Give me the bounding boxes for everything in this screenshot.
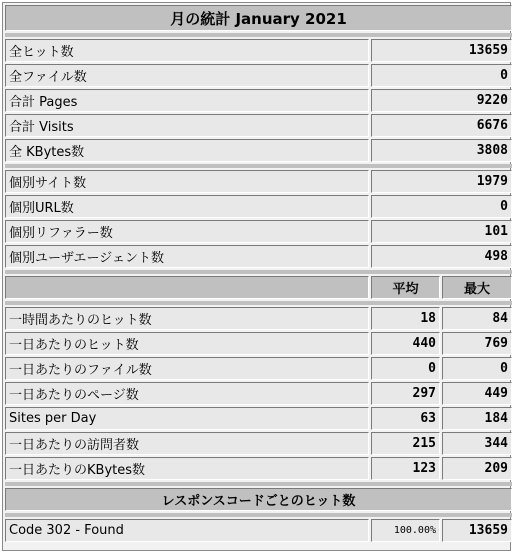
header-blank [5,276,369,299]
separator [5,301,512,305]
row-label: Code 302 - Found [5,519,369,542]
row-value: 498 [371,245,512,268]
table-row [5,170,512,193]
row-label: Sites per Day [5,407,369,430]
row-label: 全ファイル数 [5,64,369,87]
max-value: 184 [442,407,512,430]
table-row [5,519,512,542]
row-label: 一日あたりのページ数 [5,382,369,405]
row-label: 一時間あたりのヒット数 [5,307,369,330]
page-title: 月の統計 January 2021 [5,5,512,31]
avg-value: 18 [371,307,440,330]
avg-value: 297 [371,382,440,405]
response-header-row [5,488,512,511]
separator [5,482,512,486]
row-label: 個別サイト数 [5,170,369,193]
table-row [5,332,512,355]
table-row [5,89,512,112]
table-row [5,382,512,405]
max-value: 84 [442,307,512,330]
column-header-max: 最大 [442,276,512,299]
table-row [5,195,512,218]
table-row [5,407,512,430]
section-header: レスポンスコードごとのヒット数 [5,488,512,511]
table-row [5,139,512,162]
row-label: 一日あたりの訪問者数 [5,432,369,455]
row-value: 0 [371,195,512,218]
max-value: 449 [442,382,512,405]
row-label: 全ヒット数 [5,39,369,62]
row-label: 一日あたりのヒット数 [5,332,369,355]
table-row [5,114,512,137]
column-header-avg: 平均 [371,276,440,299]
separator [5,513,512,517]
avg-value: 0 [371,357,440,380]
avg-value: 215 [371,432,440,455]
avg-value: 440 [371,332,440,355]
max-value: 0 [442,357,512,380]
table-row [5,307,512,330]
row-label: 全 KBytes数 [5,139,369,162]
separator [5,270,512,274]
row-label: 合計 Visits [5,114,369,137]
monthly-stats-table [3,3,513,544]
title-row [5,5,512,31]
table-row [5,220,512,243]
separator [5,33,512,37]
row-value: 6676 [371,114,512,137]
row-label: 合計 Pages [5,89,369,112]
row-value: 101 [371,220,512,243]
table-row [5,357,512,380]
row-label: 一日あたりのファイル数 [5,357,369,380]
separator [5,164,512,168]
percent-value: 100.00% [371,519,440,542]
row-label: 一日あたりのKBytes数 [5,457,369,480]
table-row [5,432,512,455]
row-value: 0 [371,64,512,87]
row-value: 9220 [371,89,512,112]
table-row [5,39,512,62]
row-value: 3808 [371,139,512,162]
row-label: 個別URL数 [5,195,369,218]
max-value: 344 [442,432,512,455]
table-row [5,457,512,480]
row-value: 13659 [371,39,512,62]
averages-header-row [5,276,512,299]
avg-value: 123 [371,457,440,480]
max-value: 209 [442,457,512,480]
row-label: 個別ユーザエージェント数 [5,245,369,268]
row-label: 個別リファラー数 [5,220,369,243]
avg-value: 63 [371,407,440,430]
row-value: 1979 [371,170,512,193]
table-row [5,64,512,87]
table-row [5,245,512,268]
max-value: 769 [442,332,512,355]
hit-count: 13659 [442,519,512,542]
